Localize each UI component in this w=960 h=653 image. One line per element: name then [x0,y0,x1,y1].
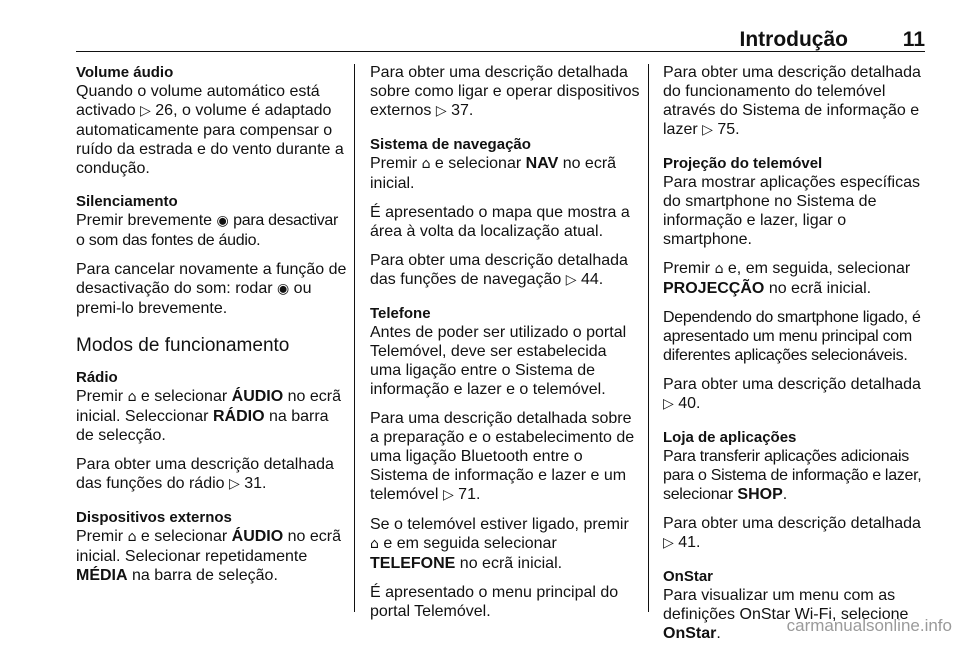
heading-modes: Modos de funcionamento [76,335,290,356]
heading-external: Dispositivos externos [76,509,232,526]
page-ref: 37 [451,102,469,119]
heading-projection: Projeção do telemóvel [663,155,823,172]
para-phone-more: Para uma descrição detalhada sobre a preparação e o estabelecimento de uma ligação Bluetooth entre o Sistema de informação e lazer e um telemóvel ▷ 71. [370,410,635,503]
para-nav-map: É apresentado o mapa que mostra a área à volta da localização atual. [370,204,630,240]
para-external-more: Para obter uma descrição detalhada sobre como ligar e operar dispositivos externos ▷ 37. [370,64,640,119]
column-divider-1 [354,64,355,612]
section-app-store: Loja de aplicações Para transferir aplicações adicionais para o Sistema de informação e lazer, selecionar SHOP. [663,428,935,504]
arrow-icon: ▷ [140,103,151,119]
section-onstar: OnStar Para visualizar um menu com as definições OnStar Wi-Fi, selecione OnStar. [663,567,935,643]
para-projection-depends: Dependendo do smartphone ligado, é apresentado um menu principal com diferentes aplicações selecionáveis. [663,309,921,364]
arrow-icon: ▷ [435,103,447,119]
home-icon: ⌂ [714,261,724,277]
page-ref: 26 [155,102,174,119]
column-2 [370,63,642,631]
para-phone-connected: Se o telemóvel estiver ligado, premir ⌂ e em seguida selecionar TELEFONE no ecrã inicial. [370,516,629,572]
arrow-icon: ▷ [229,476,240,492]
para-store-more: Para obter uma descrição detalhada ▷ 41. [663,515,921,551]
arrow-icon: ▷ [442,487,454,503]
para-projection-press: Premir ⌂ e, em seguida, selecionar PROJECÇÃO no ecrã inicial. [663,260,911,297]
home-icon: ⌂ [127,529,137,545]
page-ref: 75 [717,121,736,138]
arrow-icon: ▷ [702,122,713,138]
heading-radio: Rádio [76,369,118,386]
section-phone: Telefone Antes de poder ser utilizado o portal Telemóvel, deve ser estabelecida uma ligação entre o Sistema de informação e lazer e o telemóvel. [370,304,642,399]
home-icon: ⌂ [421,156,431,172]
page-number: 11 [902,28,925,51]
watermark: carmanualsonline.info [786,616,952,635]
page-ref: 31 [244,475,263,492]
heading-onstar: OnStar [663,568,714,585]
page-ref: 41 [678,534,697,551]
header-rule [76,51,925,52]
column-3 [663,63,935,653]
heading-volume: Volume áudio [76,64,174,81]
arrow-icon: ▷ [565,272,577,288]
arrow-icon: ▷ [663,396,674,412]
section-radio: Rádio Premir ⌂ e selecionar ÁUDIO no ecrã inicial. Seleccionar RÁDIO na barra de selecção. [76,368,348,445]
page-title: Introdução [739,28,848,51]
column-divider-2 [648,64,649,612]
section-volume: Volume áudio Quando o volume automático está activado ▷ 26, o volume é adaptado automaticamente para compensar o ruído da estrada e do vento durante a condução. [76,63,348,178]
heading-phone: Telefone [370,305,431,322]
arrow-icon: ▷ [663,535,674,551]
para-radio-more: Para obter uma descrição detalhada das funções do rádio ▷ 31. [76,456,334,492]
para-mute-cancel: Para cancelar novamente a função de desactivação do som: rodar ◉ ou premi-lo brevemente. [76,261,347,317]
section-navigation: Sistema de navegação Premir ⌂ e selecionar NAV no ecrã inicial. [370,135,642,193]
section-external: Dispositivos externos Premir ⌂ e selecionar ÁUDIO no ecrã inicial. Selecionar repetidamente MÉDIA na barra de seleção. [76,508,348,585]
para-projection-more: Para obter uma descrição detalhada ▷ 40. [663,376,921,412]
power-icon: ◉ [216,213,229,229]
home-icon: ⌂ [370,536,379,552]
page-ref: 71 [458,486,476,503]
para-nav-more: Para obter uma descrição detalhada das funções de navegação ▷ 44. [370,252,628,288]
section-mute: Silenciamento Premir brevemente ◉ para desactivar o som das fontes de áudio. [76,192,348,250]
para-phone-operation: Para obter uma descrição detalhada do funcionamento do telemóvel através do Sistema de informação e lazer ▷ 75. [663,64,921,138]
page-ref: 40 [678,395,697,412]
section-projection: Projeção do telemóvel Para mostrar aplicações específicas do smartphone no Sistema de informação e lazer, ligar o smartphone. [663,154,935,249]
heading-mute: Silenciamento [76,193,178,210]
home-icon: ⌂ [127,389,137,405]
heading-navigation: Sistema de navegação [370,136,531,153]
page-header [76,28,925,50]
page-ref: 44 [580,271,599,288]
column-1 [76,63,348,595]
power-icon: ◉ [277,281,290,297]
heading-app-store: Loja de aplicações [663,429,797,446]
para-phone-menu: É apresentado o menu principal do portal Telemóvel. [370,584,619,620]
